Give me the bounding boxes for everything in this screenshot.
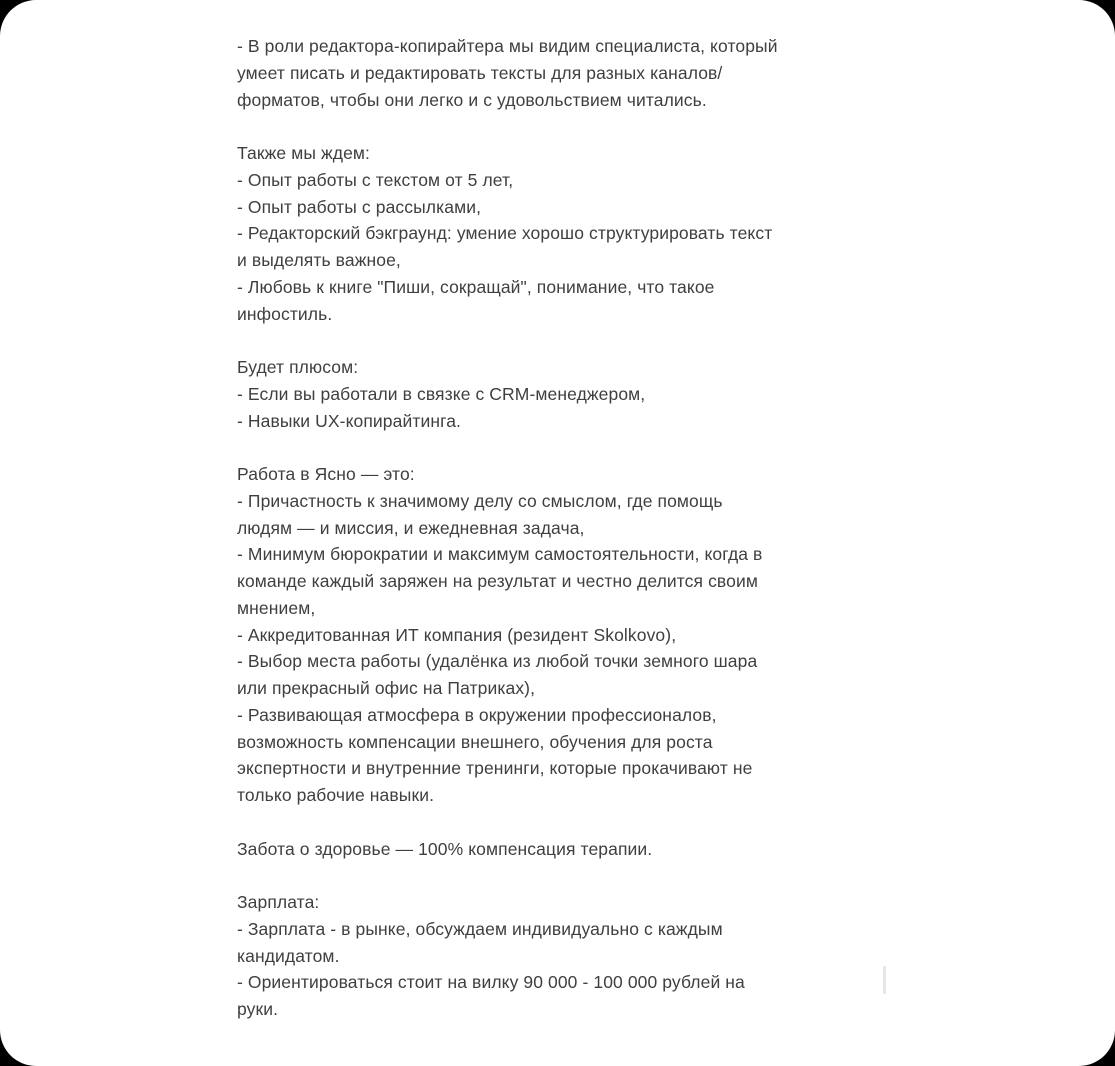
text-line: - Развивающая атмосфера в окружении профессионалов, xyxy=(237,704,717,725)
vacancy-text xyxy=(237,33,877,1023)
text-line: - Опыт работы с текстом от 5 лет, xyxy=(237,169,514,190)
text-line: Забота о здоровье — 100% компенсация терапии. xyxy=(237,838,653,859)
text-line: инфостиль. xyxy=(237,303,333,324)
text-line: Также мы ждем: xyxy=(237,143,371,163)
text-line: возможность компенсации внешнего, обучения для роста xyxy=(237,731,713,752)
text-line: умеет писать и редактировать тексты для разных каналов/ xyxy=(237,62,723,83)
text-line: только рабочие навыки. xyxy=(237,785,435,805)
text-line: - Если вы работали в связке с CRM-менеджером, xyxy=(237,383,646,404)
text-line: - Навыки UX-копирайтинга. xyxy=(237,410,461,431)
text-line: руки. xyxy=(237,999,279,1019)
text-line: экспертности и внутренние тренинги, которые прокачивают не xyxy=(237,758,753,779)
text-line: и выделять важное, xyxy=(237,250,401,270)
text-line: - Минимум бюрократии и максимум самостоятельности, когда в xyxy=(237,544,763,565)
text-line: Будет плюсом: xyxy=(237,357,359,377)
text-line: - В роли редактора-копирайтера мы видим специалиста, который xyxy=(237,36,778,56)
text-line: - Редакторский бэкграунд: умение хорошо структурировать текст xyxy=(237,223,773,244)
text-line: мнением, xyxy=(237,597,316,618)
text-line: - Любовь к книге "Пиши, сокращай", понимание, что такое xyxy=(237,276,715,297)
text-line: форматов, чтобы они легко и с удовольствием читались. xyxy=(237,89,707,110)
paragraph xyxy=(237,889,877,1023)
text-line: команде каждый заряжен на результат и честно делится своим xyxy=(237,571,758,591)
text-line: людям — и миссия, и ежедневная задача, xyxy=(237,517,585,538)
paragraph xyxy=(237,836,877,863)
paragraph xyxy=(237,461,877,809)
text-line: Работа в Ясно — это: xyxy=(237,464,415,484)
text-line: - Зарплата - в рынке, обсуждаем индивидуально с каждым xyxy=(237,918,723,939)
text-line: - Выбор места работы (удалёнка из любой точки земного шара xyxy=(237,651,758,672)
paragraph xyxy=(237,33,877,113)
paragraph xyxy=(237,354,877,434)
text-line: - Причастность к значимому делу со смыслом, где помощь xyxy=(237,490,723,511)
text-line: или прекрасный офис на Патриках), xyxy=(237,678,536,698)
paragraph xyxy=(237,140,877,327)
text-line: - Аккредитованная ИТ компания (резидент Skolkovo), xyxy=(237,624,677,645)
text-line: Зарплата: xyxy=(237,892,320,912)
scrollbar-thumb[interactable] xyxy=(883,966,886,994)
text-line: - Ориентироваться стоит на вилку 90 000 - 100 000 рублей на xyxy=(237,972,745,993)
text-line: кандидатом. xyxy=(237,945,340,966)
text-line: - Опыт работы с рассылками, xyxy=(237,196,482,217)
